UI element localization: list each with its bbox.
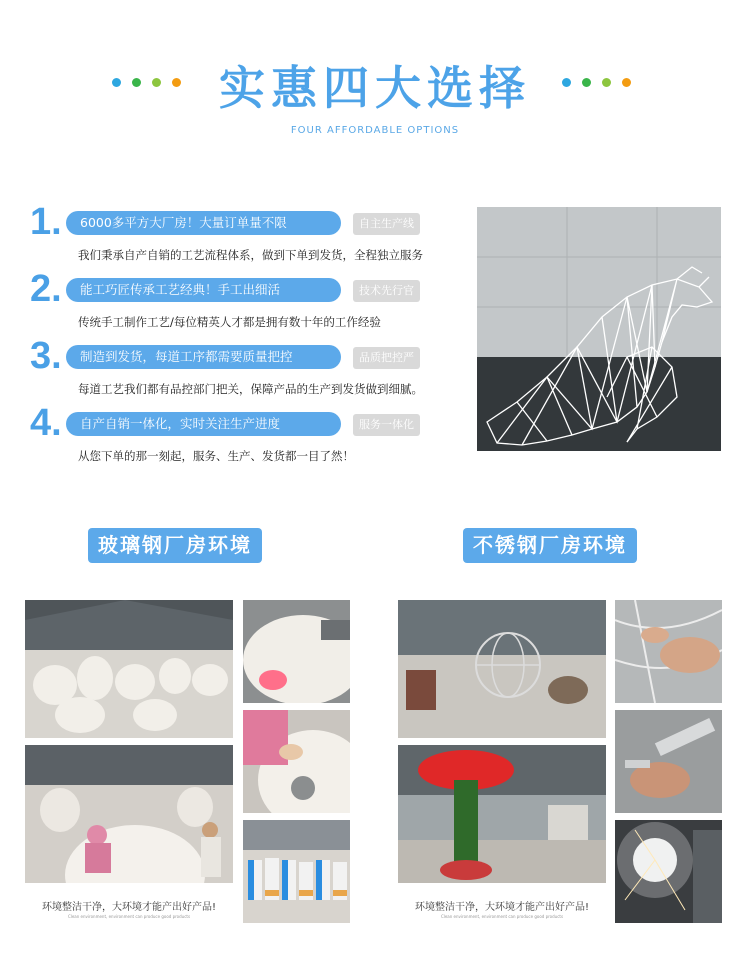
option-item — [28, 200, 478, 262]
option-number: 3. — [30, 335, 62, 377]
option-tag: 服务一体化 — [353, 414, 420, 436]
option-item — [28, 267, 478, 329]
page-subtitle: FOUR AFFORDABLE OPTIONS — [290, 125, 460, 136]
dolphin-wireframe-photo — [477, 207, 721, 451]
option-number: 1. — [30, 201, 62, 243]
option-tag: 自主生产线 — [353, 213, 420, 235]
fiberglass-section-title: 玻璃钢厂房环境 — [88, 528, 262, 563]
option-headline: 制造到发货，每道工序都需要质量把控 — [66, 345, 341, 369]
steel-section-title: 不锈钢厂房环境 — [463, 528, 637, 563]
decor-dots-right — [562, 78, 631, 87]
header — [0, 50, 750, 150]
fiberglass-caption: 环境整洁干净，大环境才能产出好产品! — [41, 902, 216, 913]
fiberglass-polishing-photo — [243, 710, 350, 813]
steel-workshop-photo — [398, 600, 606, 738]
steel-caption-en: Clean environment, environment can produce good products — [440, 914, 564, 919]
fiberglass-workshop-photo — [25, 600, 233, 738]
fiberglass-detail-photo — [243, 600, 350, 703]
option-item — [28, 334, 478, 396]
option-headline: 6000多平方大厂房！大量订单量不限 — [66, 211, 341, 235]
option-item — [28, 401, 478, 463]
option-description: 从您下单的那一刻起，服务、生产、发货都一目了然！ — [78, 449, 354, 463]
fiberglass-workers-photo — [25, 745, 233, 883]
steel-caption: 环境整洁干净，大环境才能产出好产品! — [414, 902, 589, 913]
option-number: 2. — [30, 268, 62, 310]
option-tag: 品质把控严 — [353, 347, 420, 369]
option-tag: 技术先行官 — [353, 280, 420, 302]
option-headline: 自产自销一体化，实时关注生产进度 — [66, 412, 341, 436]
option-description: 每道工艺我们都有品控部门把关，保障产品的生产到发货做到细腻。 — [78, 382, 423, 396]
options-list — [28, 200, 478, 470]
option-description: 传统手工制作工艺/每位精英人才都是拥有数十年的工作经验 — [78, 315, 381, 329]
steel-welding-sparks-photo — [615, 820, 722, 923]
option-headline: 能工巧匠传承工艺经典！手工出细活 — [66, 278, 341, 302]
option-description: 我们秉承自产自销的工艺流程体系，做到下单到发货，全程独立服务 — [78, 248, 423, 262]
steel-welding-hands-photo — [615, 600, 722, 703]
page-title: 实惠四大选择 — [219, 61, 531, 115]
fiberglass-caption-en: Clean environment, environment can produce good products — [67, 914, 191, 919]
steel-caliper-photo — [615, 710, 722, 813]
steel-mushroom-photo — [398, 745, 606, 883]
fiberglass-products-photo — [243, 820, 350, 923]
option-number: 4. — [30, 402, 62, 444]
